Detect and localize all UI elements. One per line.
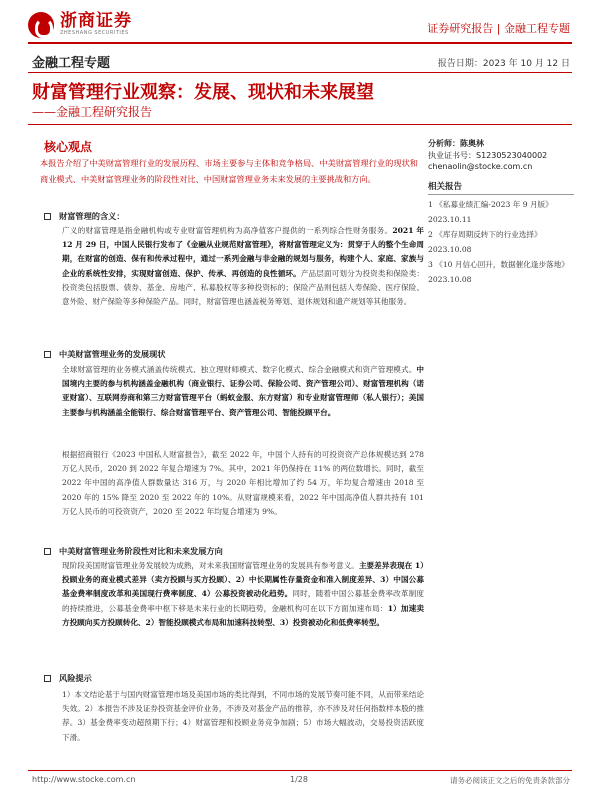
report-date: 报告日期：2023 年 10 月 12 日 bbox=[437, 59, 570, 69]
report-title: 财富管理行业观察：发展、现状和未来展望 bbox=[32, 82, 374, 103]
key-points-title: 核心观点 bbox=[44, 140, 93, 154]
title-rule bbox=[28, 72, 572, 73]
related-report-item[interactable]: 2 《库存周期反转下的行业选择》 2023.10.08 bbox=[428, 230, 542, 254]
square-bullet-icon bbox=[44, 675, 51, 682]
section-label: 金融工程专题 bbox=[32, 56, 111, 71]
analyst-email[interactable]: chenaolin@stocke.com.cn bbox=[428, 162, 533, 171]
page-number: 1/28 bbox=[290, 775, 308, 784]
company-logo bbox=[28, 12, 132, 38]
section-heading-text: 财富管理的含义： bbox=[59, 211, 125, 221]
section-heading-text: 风险提示 bbox=[59, 673, 92, 683]
logo-text: 浙商证券 bbox=[60, 11, 132, 31]
section-body-market-size: 根据招商银行《2023 中国私人财富报告》，截至 2022 年，中国个人持有的可投资资产总体规模达到 278 万亿人民币，2020 到 2022 年复合增速为 7%。其中，2021 年仍保持在 11% 的两位数增长。同时，截至 2022 年中国的高净值人群数量达 316 万，与 2020 年相比增加了约 54 万，年均复合增速由 2018 至 2020 年的 15% 降至 2020 至 2022 年的 10%。从财富规模来看，2022 年中国高净值人群共持有 101 万亿人民币的可投资资产，2020 至 2022 年均复合增速为 9%。 bbox=[62, 450, 424, 516]
footer-url[interactable]: http://www.stocke.com.cn bbox=[32, 775, 136, 784]
analyst-info bbox=[428, 138, 547, 173]
section-body-meaning: 广义的财富管理是指金融机构或专业财富管理机构为高净值客户提供的一系列综合性财务服务。2021 年 12 月 29 日，中国人民银行发布了《金融从业规范财富管理》，将财富管理定义为：贯穿于人的整个生命周期，在财富的创造、保有和传承过程中，通过一系列金融与非金融的规划与服务，构建个人、家庭、家族与企业的系统性安排，实现财富创造、保护、传承、再创造的良性循环。产品层面可划分为投资类和保险类：投资类包括股票、债券、基金、房地产、私募股权等多种投资标的；保险产品则包括人寿保险、医疗保险、意外险、财产保险等多种保险产品。同时，财富管理也涵盖税务筹划、退休规划和遗产规划等其他服务。 bbox=[62, 226, 425, 307]
section-body-status: 全球财富管理的业务模式涵盖传统模式、独立理财师模式、数字化模式、综合金融模式和资产管理模式。中国境内主要的参与机构涵盖金融机构（商业银行、证券公司、保险公司、资产管理公司）、财富管理机构（诺亚财富）、互联网券商和第三方财富管理平台（蚂蚁金服、东方财富）和专业财富管理师（私人银行）；美国主要参与机构涵盖全能银行、综合财富管理平台、资产管理公司、智能投顾平台。 bbox=[62, 365, 424, 417]
square-bullet-icon bbox=[44, 351, 51, 358]
related-report-item[interactable]: 3 《10 月信心回升，数据催化逢步落地》 2023.10.08 bbox=[428, 260, 569, 284]
subtitle-rule bbox=[28, 124, 572, 125]
footer-disclaimer: 请务必阅读正文之后的免责条款部分 bbox=[450, 776, 570, 785]
related-report-item[interactable]: 1 《私募业绩汇编-2023 年 9 月版》 2023.10.11 bbox=[428, 200, 553, 224]
section-heading-text: 中美财富管理业务阶段性对比和未来发展方向 bbox=[59, 546, 223, 556]
related-reports-rule bbox=[428, 194, 574, 195]
related-reports-title: 相关报告 bbox=[428, 182, 463, 192]
logo-emblem-icon bbox=[28, 12, 54, 38]
section-heading-status bbox=[44, 349, 165, 360]
header-rule bbox=[28, 42, 572, 44]
section-heading-meaning bbox=[44, 211, 125, 222]
section-body-comparison: 现阶段美国财富管理业务发展较为成熟，对未来我国财富管理业务的发展具有参考意义。主要差异表现在 1）投顾业务的商业模式差异（卖方投顾与买方投顾）、2）中长期属性存量资金和准入制度差异、3）中国公募基金费率制度改革和美国现行费率制度、4）公募投资被动化趋势。同时，随着中国公募基金费率改革制度的持续推进，公募基金费率中枢下移是未来行业的长期趋势，金融机构可在以下方面加速布局：1）加速卖方投顾向买方投顾转化、2）智能投顾模式布局和加速科技转型、3）投资被动化和低费率转型。 bbox=[62, 561, 425, 627]
related-reports-list bbox=[428, 197, 574, 287]
section-heading-comparison bbox=[44, 546, 223, 557]
section-body-risk: 1）本文结论基于与国内财富管理市场及美国市场的类比得到，不同市场的发展节奏可能不同，从而带来结论失效。2）本报告不涉及证券投资基金评价业务，不涉及对基金产品的推荐，亦不涉及对任何指数样本股的推荐。3）基金费率变动超预期下行；4）财富管理和投顾业务竞争加剧；5）市场大幅波动，交易投资活跃度下滑。 bbox=[62, 690, 424, 742]
logo-english-text: ZHESHANG SECURITIES bbox=[60, 30, 129, 36]
footer-rule bbox=[28, 770, 572, 771]
analyst-name: 分析师：陈奥林 bbox=[428, 139, 484, 148]
analyst-cert: 执业证书号：S1230523040002 bbox=[428, 150, 548, 160]
square-bullet-icon bbox=[44, 213, 51, 220]
report-subtitle: ——金融工程研究报告 bbox=[32, 105, 153, 119]
section-heading-text: 中美财富管理业务的发展现状 bbox=[59, 349, 166, 359]
section-heading-risk bbox=[44, 673, 92, 684]
key-points-text: 本报告介绍了中美财富管理行业的发展历程、市场主要参与主体和竞争格局、中美财富管理行业的现状和商业模式、中美财富管理业务的阶段性对比、中国财富管理业务未来发展的主要挑战和方向。 bbox=[40, 158, 418, 184]
square-bullet-icon bbox=[44, 548, 51, 555]
report-category: 证券研究报告 | 金融工程专题 bbox=[427, 22, 570, 35]
